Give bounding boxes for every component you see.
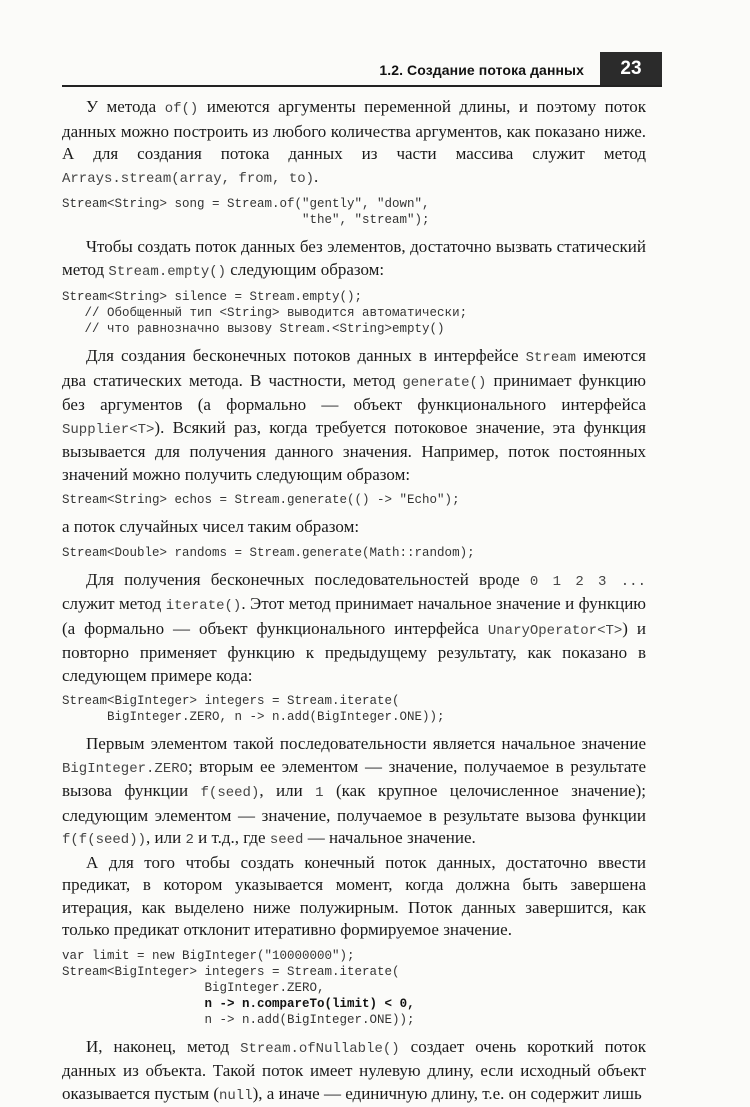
running-header: [62, 52, 662, 86]
paragraph-finite-stream: А для того чтобы создать конечный поток данных, достаточно ввести предикат, в котором указывается момент, когда должна быть завершена итерация, как выделено ниже полужирным. Поток данных завершится, как только предикат отклонит итеративно формируемое значение.: [62, 852, 646, 942]
code-stream-empty: Stream<String> silence = Stream.empty(); // Обобщенный тип <String> выводится автоматически; // что равнозначно вызову Stream.<String>empty(): [62, 289, 646, 337]
section-title: 1.2. Создание потока данных: [379, 62, 584, 78]
highlighted-predicate: n -> n.compareTo(limit) < 0,: [205, 997, 415, 1011]
page-body: [62, 96, 646, 1107]
code-generate-echo: Stream<String> echos = Stream.generate(() -> "Echo");: [62, 492, 646, 508]
paragraph-first-element: Первым элементом такой последовательности является начальное значение BigInteger.ZERO; вторым ее элементом — значение, получаемое в результате вызова функции f(seed), или 1 (как крупное целочисленное значение); следующим элементом — значение, получаемое в результате вызова функции f(f(seed)), или 2 и т.д., где seed — начальное значение.: [62, 733, 646, 852]
header-rule: [62, 85, 662, 87]
paragraph-infinite-streams: Для создания бесконечных потоков данных в интерфейсе Stream имеются два статических метода. В частности, метод generate() принимает функцию без аргументов (а формально — объект функционального интерфейса Supplier<T>). Всякий раз, когда требуется потоковое значение, эта функция вызывается для получения данного значения. Например, поток постоянных значений можно получить следующим образом:: [62, 345, 646, 486]
paragraph-iterate: Для получения бесконечных последовательностей вроде 0 1 2 3 ... служит метод iterate(). Этот метод принимает начальное значение и функцию (а формально — объект функционального интерфейса UnaryOperator<T>) и повторно применяет функцию к предыдущему результату, как показано в следующем примере кода:: [62, 569, 646, 688]
paragraph-of-method: У метода of() имеются аргументы переменной длины, и поэтому поток данных можно построить из любого количества аргументов, как показано ниже. А для создания потока данных из части массива служит метод Arrays.stream(array, from, to).: [62, 96, 646, 190]
code-generate-random: Stream<Double> randoms = Stream.generate(Math::random);: [62, 545, 646, 561]
code-iterate-limit: var limit = new BigInteger("10000000"); Stream<BigInteger> integers = Stream.iterate( BigInteger.ZERO, n -> n.compareTo(limit) < 0, n -> n.add(BigInteger.ONE));: [62, 948, 646, 1028]
paragraph-empty-stream: Чтобы создать поток данных без элементов, достаточно вызвать статический метод Stream.empty() следующим образом:: [62, 236, 646, 283]
paragraph-random-stream: а поток случайных чисел таким образом:: [62, 516, 646, 539]
paragraph-ofnullable: И, наконец, метод Stream.ofNullable() создает очень короткий поток данных из объекта. Такой поток имеет нулевую длину, если исходный объект оказывается пустым (null), а иначе — единичную длину, т.е. он содержит лишь: [62, 1036, 646, 1107]
code-stream-of: Stream<String> song = Stream.of("gently", "down", "the", "stream");: [62, 196, 646, 228]
code-iterate: Stream<BigInteger> integers = Stream.iterate( BigInteger.ZERO, n -> n.add(BigInteger.ONE));: [62, 693, 646, 725]
page-number: 23: [600, 52, 662, 86]
